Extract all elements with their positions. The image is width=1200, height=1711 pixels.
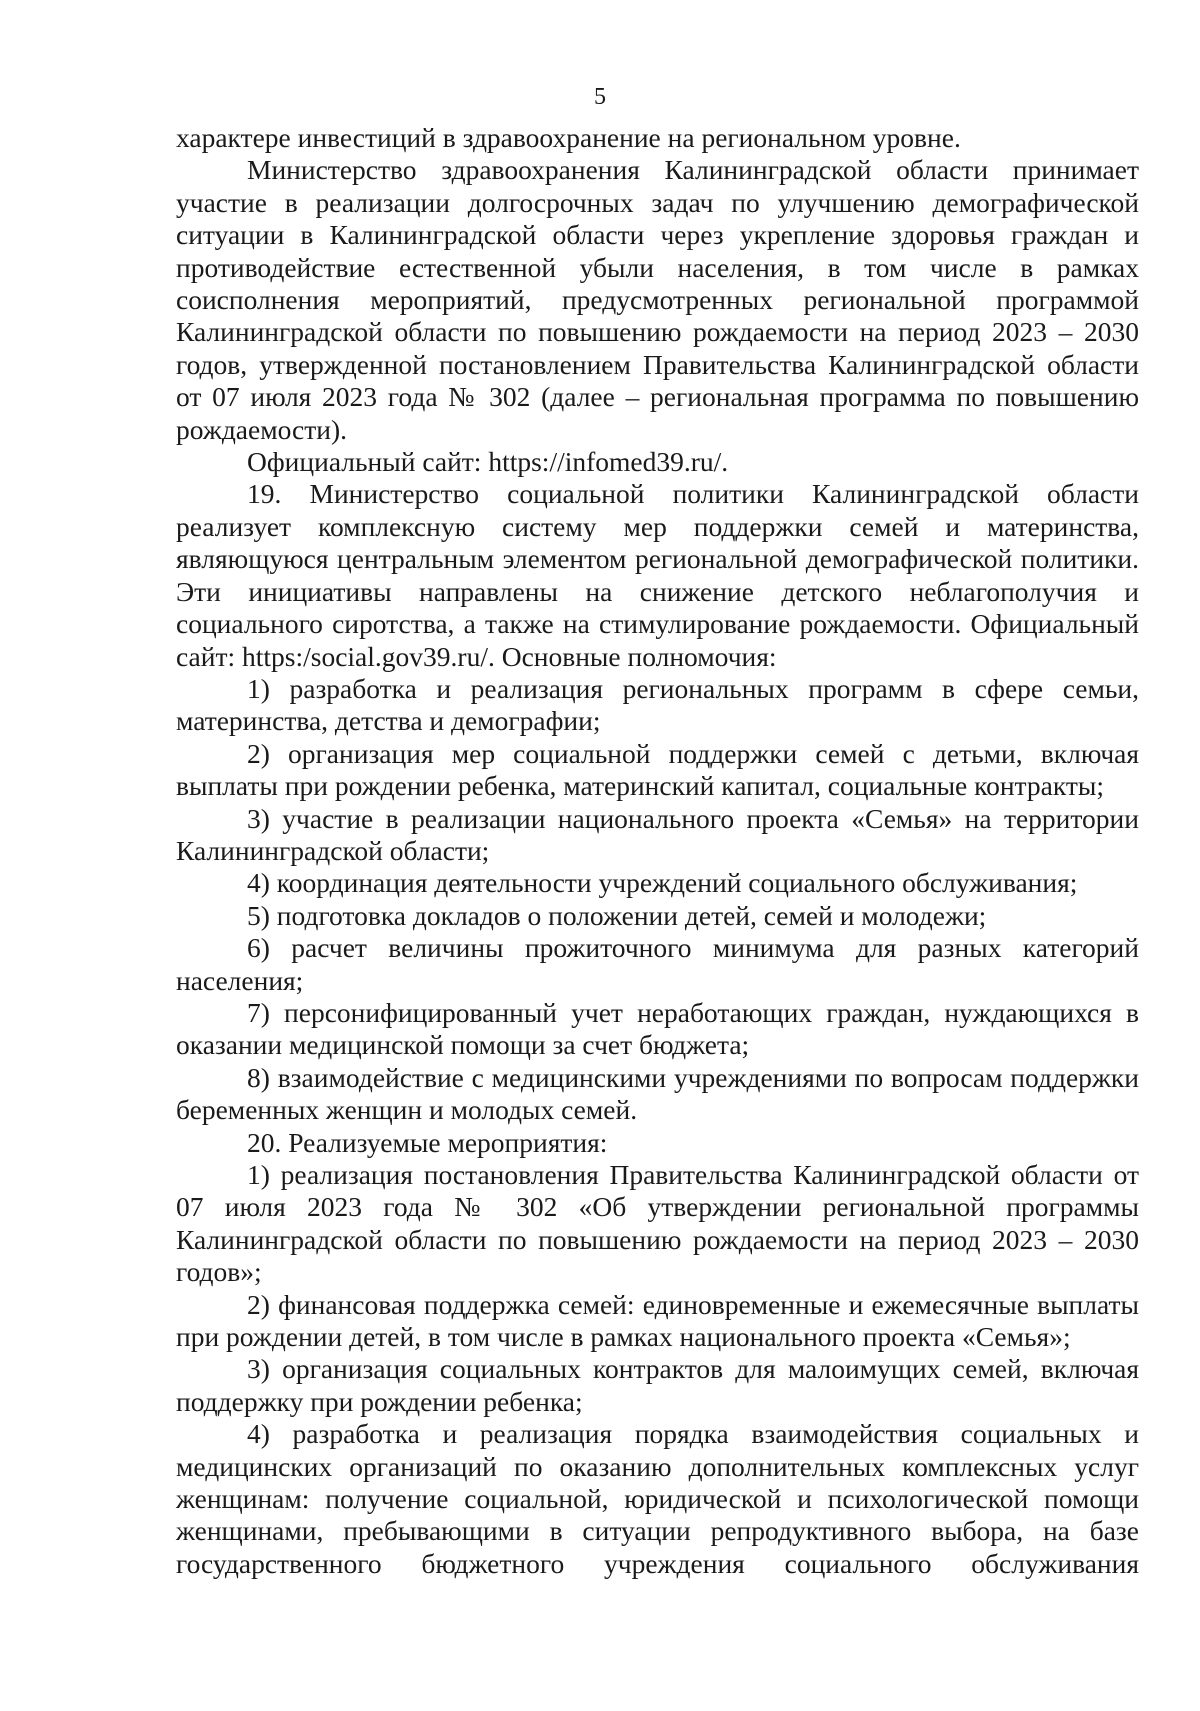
list-item-20-1: 1) реализация постановления Правительства Калининградской области от 07 июля 2023 года № 302 «Об утверждении региональной программы Калининградской области по повышению рождаемости на период 2023 – 2030 годов»;	[176, 1159, 1139, 1288]
document-body	[176, 122, 1139, 1580]
list-item-19-5: 5) подготовка докладов о положении детей, семей и молодежи;	[247, 899, 987, 931]
list-item-19-1: 1) разработка и реализация региональных программ в сфере семьи, материнства, детства и демографии;	[176, 672, 1139, 737]
list-item-19-4: 4) координация деятельности учреждений социального обслуживания;	[247, 867, 1078, 899]
list-item-19-2: 2) организация мер социальной поддержки семей с детьми, включая выплаты при рождении ребенка, материнский капитал, социальные контракты;	[176, 737, 1139, 802]
list-item-19-3: 3) участие в реализации национального проекта «Семья» на территории Калининградской области;	[176, 802, 1139, 866]
list-item-19-6: 6) расчет величины прожиточного минимума для разных категорий населения;	[176, 932, 1139, 996]
paragraph-health-ministry-site: Официальный сайт: https://infomed39.ru/.	[247, 446, 729, 478]
paragraph-health-ministry: Министерство здравоохранения Калининградской области принимает участие в реализации долгосрочных задач по улучшению демографической ситуации в Калининградской области через укрепление здоровья граждан и противодействие естественной убыли населения, в том числе в рамках соисполнения мероприятий, предусмотренных региональной программой Калининградской области по повышению рождаемости на период 2023 – 2030 годов, утвержденной постановлением Правительства Калининградской области от 07 июля 2023 года № 302 (далее – региональная программа по повышению рождаемости).	[176, 154, 1139, 445]
list-item-19-7: 7) персонифицированный учет неработающих граждан, нуждающихся в оказании медицинской помощи за счет бюджета;	[176, 996, 1139, 1061]
paragraph-investment-continuation: характере инвестиций в здравоохранение на региональном уровне.	[176, 122, 961, 153]
paragraph-item-20: 20. Реализуемые мероприятия:	[247, 1126, 608, 1158]
list-item-20-4: 4) разработка и реализация порядка взаимодействия социальных и медицинских организаций по оказанию дополнительных комплексных услуг женщинам: получение социальной, юридической и психологической помощи женщинами, пребывающими в ситуации репродуктивного выбора, на базе государственного бюджетного учреждения социального обслуживания	[176, 1418, 1139, 1579]
list-item-20-2: 2) финансовая поддержка семей: единовременные и ежемесячные выплаты при рождении детей, в том числе в рамках национального проекта «Семья»;	[176, 1288, 1139, 1353]
page-number: 5	[594, 84, 606, 110]
list-item-19-8: 8) взаимодействие с медицинскими учреждениями по вопросам поддержки беременных женщин и молодых семей.	[176, 1061, 1139, 1126]
list-item-20-3: 3) организация социальных контрактов для малоимущих семей, включая поддержку при рождении ребенка;	[176, 1353, 1139, 1417]
paragraph-item-19: 19. Министерство социальной политики Калининградской области реализует комплексную систему мер поддержки семей и материнства, являющуюся центральным элементом региональной демографической политики. Эти инициативы направлены на снижение детского неблагополучия и социального сиротства, а также на стимулирование рождаемости. Официальный сайт: https:/social.gov39.ru/. Основные полномочия:	[176, 478, 1139, 672]
